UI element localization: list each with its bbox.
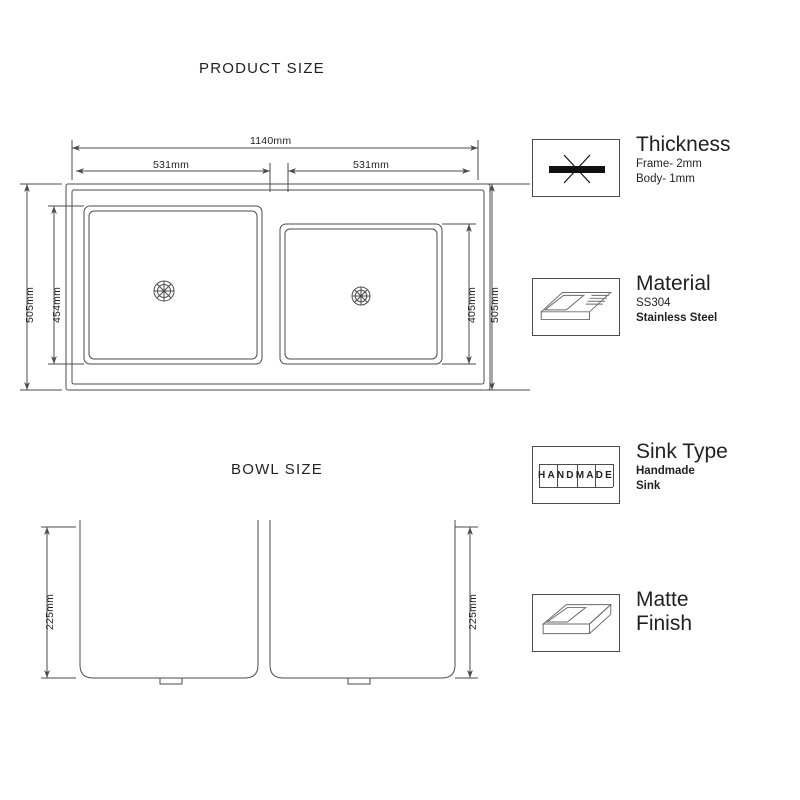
thickness-cross-icon xyxy=(563,154,591,184)
handmade-label-icon xyxy=(533,447,619,503)
dim-right-inner-height: 405mm xyxy=(466,286,478,323)
material-thumb xyxy=(532,278,620,336)
feature-sink-type xyxy=(532,440,728,504)
dim-left-bowl-depth: 225mm xyxy=(44,593,56,630)
dim-right-outer-height: 505mm xyxy=(489,286,501,323)
feature-thickness-line-2: Body- 1mm xyxy=(636,173,695,185)
feature-sink-type-line-1: Handmade xyxy=(636,465,695,477)
sink-type-thumb xyxy=(532,446,620,504)
dim-left-bowl-width: 531mm xyxy=(153,159,190,171)
dim-left-outer-height: 505mm xyxy=(24,286,36,323)
handmade-label-text: HANDMADE xyxy=(538,469,614,481)
feature-material-line-1: SS304 xyxy=(636,297,671,309)
sink-drainboard-icon xyxy=(533,279,619,335)
dim-right-bowl-width: 531mm xyxy=(353,159,390,171)
feature-sink-type-title: Sink Type xyxy=(636,440,728,463)
feature-thickness-line-1: Frame- 2mm xyxy=(636,158,702,170)
feature-matte-finish xyxy=(532,588,693,652)
feature-thickness xyxy=(532,133,731,197)
product-size-title: PRODUCT SIZE xyxy=(199,60,325,77)
matte-sink-icon xyxy=(533,595,619,651)
feature-material xyxy=(532,272,718,336)
feature-matte-line-1: Finish xyxy=(636,612,693,635)
feature-sink-type-line-2: Sink xyxy=(636,480,661,492)
feature-material-line-2: Stainless Steel xyxy=(636,312,718,324)
dim-right-bowl-depth: 225mm xyxy=(467,593,479,630)
dim-overall-width: 1140mm xyxy=(250,135,292,147)
thickness-thumb xyxy=(532,139,620,197)
feature-thickness-title: Thickness xyxy=(636,133,731,156)
feature-material-title: Material xyxy=(636,272,711,295)
matte-finish-thumb xyxy=(532,594,620,652)
bowl-size-title: BOWL SIZE xyxy=(231,461,323,478)
dim-left-inner-height: 454mm xyxy=(51,286,63,323)
feature-matte-title: Matte xyxy=(636,588,689,611)
